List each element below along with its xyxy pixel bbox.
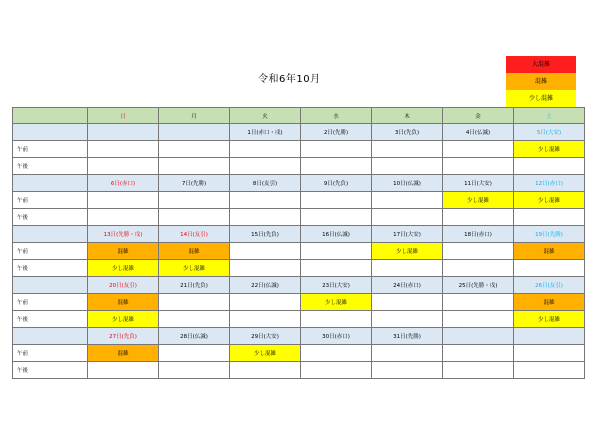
weekday-header-cell: 土 bbox=[514, 108, 585, 124]
congestion-cell bbox=[514, 209, 585, 226]
congestion-cell: 少し混雑 bbox=[372, 243, 443, 260]
period-label: 午前 bbox=[13, 243, 88, 260]
date-cell: 9日(先負) bbox=[301, 175, 372, 192]
afternoon-row bbox=[13, 209, 585, 226]
date-cell: 12日(赤口) bbox=[514, 175, 585, 192]
congestion-cell bbox=[88, 192, 159, 209]
period-label: 午後 bbox=[13, 158, 88, 175]
congestion-cell bbox=[159, 311, 230, 328]
date-row-label-cell bbox=[13, 175, 88, 192]
congestion-cell bbox=[372, 311, 443, 328]
weekday-header-cell: 水 bbox=[301, 108, 372, 124]
congestion-cell bbox=[159, 345, 230, 362]
morning-row bbox=[13, 294, 585, 311]
legend-item-very-crowded: 大混雑 bbox=[506, 56, 576, 73]
congestion-cell bbox=[88, 362, 159, 379]
morning-row bbox=[13, 345, 585, 362]
congestion-cell bbox=[159, 141, 230, 158]
date-cell: 18日(赤口) bbox=[443, 226, 514, 243]
weekday-header-cell: 月 bbox=[159, 108, 230, 124]
congestion-cell bbox=[88, 158, 159, 175]
congestion-cell: 少し混雑 bbox=[514, 141, 585, 158]
date-cell: 15日(先負) bbox=[230, 226, 301, 243]
date-cell bbox=[159, 124, 230, 141]
congestion-cell: 少し混雑 bbox=[88, 260, 159, 277]
congestion-cell bbox=[230, 209, 301, 226]
afternoon-row bbox=[13, 362, 585, 379]
date-cell: 29日(大安) bbox=[230, 328, 301, 345]
congestion-cell bbox=[159, 362, 230, 379]
congestion-cell bbox=[159, 192, 230, 209]
legend-item-slightly-crowded: 少し混雑 bbox=[506, 90, 576, 107]
date-cell: 2日(先勝) bbox=[301, 124, 372, 141]
date-row bbox=[13, 124, 585, 141]
congestion-cell: 少し混雑 bbox=[443, 192, 514, 209]
congestion-cell: 混雑 bbox=[88, 345, 159, 362]
congestion-cell bbox=[301, 209, 372, 226]
congestion-cell bbox=[301, 345, 372, 362]
date-row bbox=[13, 328, 585, 345]
afternoon-row bbox=[13, 260, 585, 277]
congestion-cell bbox=[230, 260, 301, 277]
congestion-cell: 混雑 bbox=[88, 243, 159, 260]
date-row-label-cell bbox=[13, 328, 88, 345]
congestion-cell: 混雑 bbox=[514, 294, 585, 311]
date-cell: 24日(赤口) bbox=[372, 277, 443, 294]
congestion-cell bbox=[301, 158, 372, 175]
congestion-cell bbox=[443, 243, 514, 260]
date-cell: 8日(友引) bbox=[230, 175, 301, 192]
congestion-cell bbox=[159, 209, 230, 226]
congestion-cell bbox=[159, 158, 230, 175]
congestion-cell bbox=[301, 243, 372, 260]
congestion-cell bbox=[443, 209, 514, 226]
congestion-cell bbox=[88, 209, 159, 226]
congestion-cell bbox=[230, 311, 301, 328]
congestion-cell bbox=[514, 260, 585, 277]
congestion-cell: 少し混雑 bbox=[230, 345, 301, 362]
congestion-cell: 少し混雑 bbox=[159, 260, 230, 277]
date-cell: 21日(先負) bbox=[159, 277, 230, 294]
date-cell: 11日(大安) bbox=[443, 175, 514, 192]
date-cell: 23日(大安) bbox=[301, 277, 372, 294]
date-cell: 6日(赤口) bbox=[88, 175, 159, 192]
period-label: 午前 bbox=[13, 141, 88, 158]
date-cell: 20日(友引) bbox=[88, 277, 159, 294]
congestion-cell bbox=[372, 362, 443, 379]
date-cell: 25日(先勝・戌) bbox=[443, 277, 514, 294]
congestion-cell: 混雑 bbox=[88, 294, 159, 311]
date-cell: 10日(仏滅) bbox=[372, 175, 443, 192]
congestion-cell bbox=[301, 362, 372, 379]
congestion-cell bbox=[514, 158, 585, 175]
period-label: 午前 bbox=[13, 345, 88, 362]
morning-row bbox=[13, 192, 585, 209]
period-label: 午後 bbox=[13, 209, 88, 226]
congestion-cell bbox=[372, 141, 443, 158]
congestion-cell bbox=[301, 192, 372, 209]
congestion-cell bbox=[443, 158, 514, 175]
period-label: 午後 bbox=[13, 362, 88, 379]
congestion-cell: 少し混雑 bbox=[514, 192, 585, 209]
congestion-cell bbox=[443, 141, 514, 158]
date-cell: 30日(赤口) bbox=[301, 328, 372, 345]
calendar-table bbox=[12, 107, 585, 379]
congestion-cell bbox=[301, 141, 372, 158]
date-cell: 7日(先勝) bbox=[159, 175, 230, 192]
date-cell: 22日(仏滅) bbox=[230, 277, 301, 294]
date-cell: 14日(友引) bbox=[159, 226, 230, 243]
congestion-cell bbox=[301, 260, 372, 277]
congestion-cell bbox=[443, 345, 514, 362]
afternoon-row bbox=[13, 311, 585, 328]
congestion-cell bbox=[230, 362, 301, 379]
date-cell: 3日(先負) bbox=[372, 124, 443, 141]
date-cell: 19日(先勝) bbox=[514, 226, 585, 243]
congestion-cell bbox=[230, 294, 301, 311]
date-cell: 4日(仏滅) bbox=[443, 124, 514, 141]
date-cell bbox=[514, 328, 585, 345]
date-cell: 13日(先勝・戌) bbox=[88, 226, 159, 243]
date-row-label-cell bbox=[13, 226, 88, 243]
congestion-cell bbox=[443, 294, 514, 311]
congestion-cell: 少し混雑 bbox=[301, 294, 372, 311]
date-row bbox=[13, 226, 585, 243]
congestion-cell bbox=[372, 260, 443, 277]
date-cell bbox=[443, 328, 514, 345]
date-cell: 27日(先負) bbox=[88, 328, 159, 345]
date-cell: 28日(仏滅) bbox=[159, 328, 230, 345]
congestion-cell bbox=[301, 311, 372, 328]
congestion-cell bbox=[159, 294, 230, 311]
date-cell: 1日(赤口・戌) bbox=[230, 124, 301, 141]
date-row-label-cell bbox=[13, 277, 88, 294]
weekday-header-cell: 金 bbox=[443, 108, 514, 124]
morning-row bbox=[13, 141, 585, 158]
congestion-legend bbox=[506, 56, 576, 107]
date-cell: 5日(大安) bbox=[514, 124, 585, 141]
date-cell: 16日(仏滅) bbox=[301, 226, 372, 243]
page-title: 令和6年10月 bbox=[258, 74, 321, 85]
header-corner-cell bbox=[13, 108, 88, 124]
date-cell: 26日(友引) bbox=[514, 277, 585, 294]
period-label: 午後 bbox=[13, 311, 88, 328]
congestion-cell bbox=[514, 345, 585, 362]
date-cell bbox=[88, 124, 159, 141]
congestion-cell bbox=[443, 311, 514, 328]
congestion-cell bbox=[230, 243, 301, 260]
congestion-cell bbox=[372, 294, 443, 311]
afternoon-row bbox=[13, 158, 585, 175]
weekday-header-cell: 火 bbox=[230, 108, 301, 124]
congestion-cell: 混雑 bbox=[514, 243, 585, 260]
congestion-cell bbox=[230, 141, 301, 158]
congestion-cell bbox=[230, 192, 301, 209]
congestion-cell bbox=[443, 260, 514, 277]
weekday-header-row bbox=[13, 108, 585, 124]
date-cell: 17日(大安) bbox=[372, 226, 443, 243]
date-row-label-cell bbox=[13, 124, 88, 141]
congestion-cell bbox=[372, 158, 443, 175]
period-label: 午前 bbox=[13, 294, 88, 311]
date-row bbox=[13, 175, 585, 192]
congestion-cell bbox=[230, 158, 301, 175]
congestion-cell bbox=[514, 362, 585, 379]
morning-row bbox=[13, 243, 585, 260]
congestion-cell bbox=[443, 362, 514, 379]
congestion-cell: 少し混雑 bbox=[88, 311, 159, 328]
weekday-header-cell: 日 bbox=[88, 108, 159, 124]
congestion-cell bbox=[372, 192, 443, 209]
date-cell: 31日(先勝) bbox=[372, 328, 443, 345]
weekday-header-cell: 木 bbox=[372, 108, 443, 124]
congestion-cell bbox=[88, 141, 159, 158]
date-row bbox=[13, 277, 585, 294]
period-label: 午前 bbox=[13, 192, 88, 209]
legend-item-crowded: 混雑 bbox=[506, 73, 576, 90]
congestion-cell: 混雑 bbox=[159, 243, 230, 260]
period-label: 午後 bbox=[13, 260, 88, 277]
congestion-cell: 少し混雑 bbox=[514, 311, 585, 328]
congestion-cell bbox=[372, 345, 443, 362]
congestion-cell bbox=[372, 209, 443, 226]
